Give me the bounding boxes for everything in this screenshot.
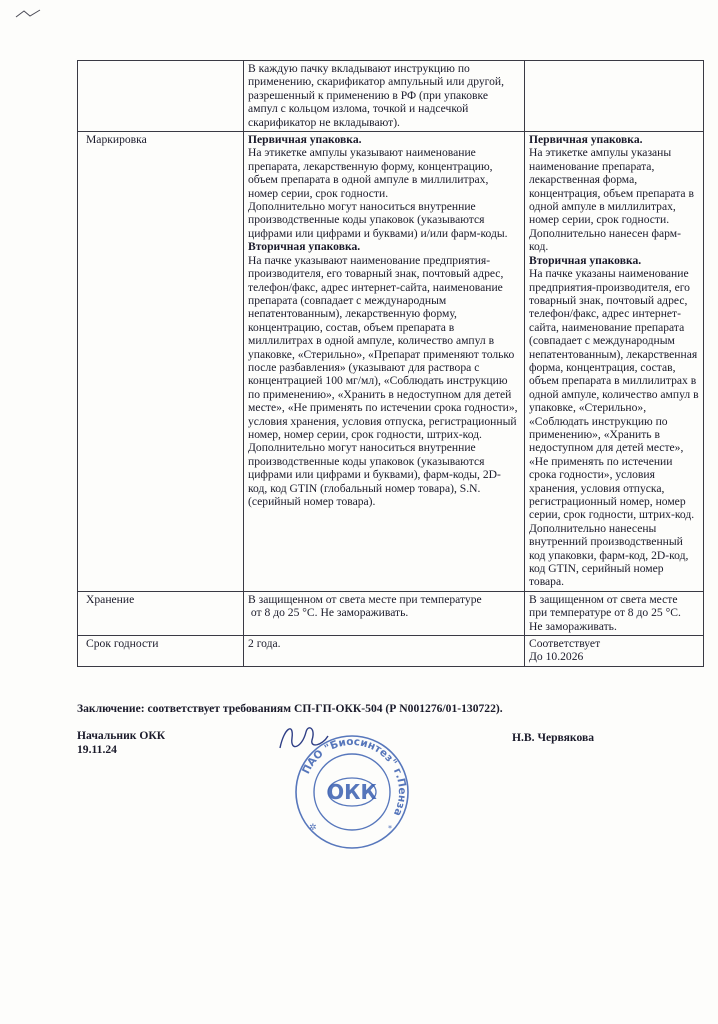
specification-table [77, 60, 704, 667]
stamp-ring-text: ПАО "Биосинтез" г.Пенза [300, 735, 409, 818]
cell-marking-spec [244, 132, 525, 592]
scan-corner-mark [14, 8, 44, 20]
result-primary-heading: Первичная упаковка. [529, 133, 643, 147]
stamp-seal-icon [287, 732, 417, 852]
cell-marking-result [525, 132, 704, 592]
cell-shelf-result [525, 636, 704, 667]
cell-shelf-label: Срок годности [78, 636, 244, 667]
cell-storage-spec [244, 591, 525, 635]
table-row-storage [78, 591, 704, 635]
stamp-center-text: ОКК [327, 780, 377, 804]
signatory-title: Начальник ОКК [77, 729, 166, 742]
cell-storage-label: Хранение [78, 591, 244, 635]
shelf-result-line-2: До 10.2026 [529, 650, 584, 664]
result-primary-extra: Дополнительно нанесен фарм-код. [529, 226, 681, 254]
signatory-block [77, 729, 165, 757]
cell-storage-result [525, 591, 704, 635]
storage-result-line-3: Не замораживать. [529, 619, 617, 633]
table-row-packaging-note [78, 61, 704, 132]
cell-packaging-spec: В каждую пачку вкладывают инструкцию по применению, скарификатор ампульный или другой, разрешенный к применению в РФ (при упаковке ампул с кольцом излома, точкой и надсечкой скарификатор не вкладывают). [244, 61, 525, 132]
secondary-text: На пачке указывают наименование предприятия-производителя, его товарный знак, почтовый адрес, телефон/факс, адрес интернет-сайта, наименование препарата (совпадает с международным непатентованным), лекарственную форму, концентрацию, состав, объем препарата в миллилитрах в одной ампуле, количество ампул в упаковке, «Стерильно», «Препарат применяют только после разбавления» (указывают для раствора с концентрацией 100 мг/мл), «Соблюдать инструкцию по применению», «Хранить в недоступном для детей месте», «Не применять по истечении срока годности», условия хранения, условия отпуска, регистрационный номер, номер серии, срок годности, штрих-код. [248, 253, 518, 441]
cell-empty-result [525, 61, 704, 132]
shelf-result-line-1: Соответствует [529, 637, 601, 651]
cell-empty-label [78, 61, 244, 132]
stamp-star-icon: * [388, 824, 392, 833]
storage-result-line-1: В защищенном от света месте [529, 592, 678, 606]
result-secondary-extra: Дополнительно нанесены внутренний производственный код упаковки, фарм-код, 2D-код, код GTIN, серийный номер товара. [529, 521, 689, 589]
cell-marking-label: Маркировка [78, 132, 244, 592]
stamp-logo-icon: ✲ [309, 823, 317, 833]
primary-heading: Первичная упаковка. [248, 133, 362, 147]
cell-shelf-spec: 2 года. [244, 636, 525, 667]
table-row-shelf-life [78, 636, 704, 667]
signature-date: 19.11.24 [77, 743, 117, 756]
result-secondary-heading: Вторичная упаковка. [529, 253, 642, 267]
primary-text: На этикетке ампулы указывают наименование препарата, лекарственную форму, концентрацию, объем препарата в одной ампуле в миллилитрах, номер серии, срок годности. [248, 146, 493, 200]
secondary-heading: Вторичная упаковка. [248, 240, 361, 254]
secondary-extra: Дополнительно могут наноситься внутренние производственные коды упаковок (указываются цифрами или цифрами и буквами), фарм-коды, 2D-код, код GTIN (глобальный номер товара), S.N. (серийный номер товара). [248, 441, 501, 508]
signatory-name: Н.В. Червякова [512, 731, 595, 744]
storage-result-line-2: при температуре от 8 до 25 °С. [529, 606, 681, 620]
okk-stamp [287, 732, 417, 852]
storage-spec-line-2: от 8 до 25 °С. Не замораживать. [248, 606, 409, 620]
storage-spec-line-1: В защищенном от света месте при температуре [248, 592, 482, 606]
primary-extra: Дополнительно могут наноситься внутренние производственные коды упаковок (указываются цифрами или цифрами и буквами) и/или фарм-коды. [248, 200, 508, 240]
result-secondary-text: На пачке указаны наименование предприятия-производителя, его товарный знак, почтовый адрес, телефон/факс, адрес интернет-сайта, наименование препарата (совпадает с международным непатентованным), лекарственная форма, концентрация, состав, объем препарата в миллилитрах в одной ампуле, количество ампул в упаковке, «Стерильно», «Соблюдать инструкцию по применению», «Хранить в недоступном для детей месте», «Не применять по истечении срока годности», условия хранения, условия отпуска, регистрационный номер, номер серии, срок годности, штрих-код. [529, 267, 699, 522]
conclusion-text: Заключение: соответствует требованиям СП-ГП-ОКК-504 (Р N001276/01-130722). [77, 702, 503, 715]
result-primary-text: На этикетке ампулы указаны наименование препарата, лекарственная форма, концентрация, объем препарата в одной ампуле в миллилитрах, номер серии, срок годности. [529, 146, 694, 227]
table-row-marking [78, 132, 704, 592]
